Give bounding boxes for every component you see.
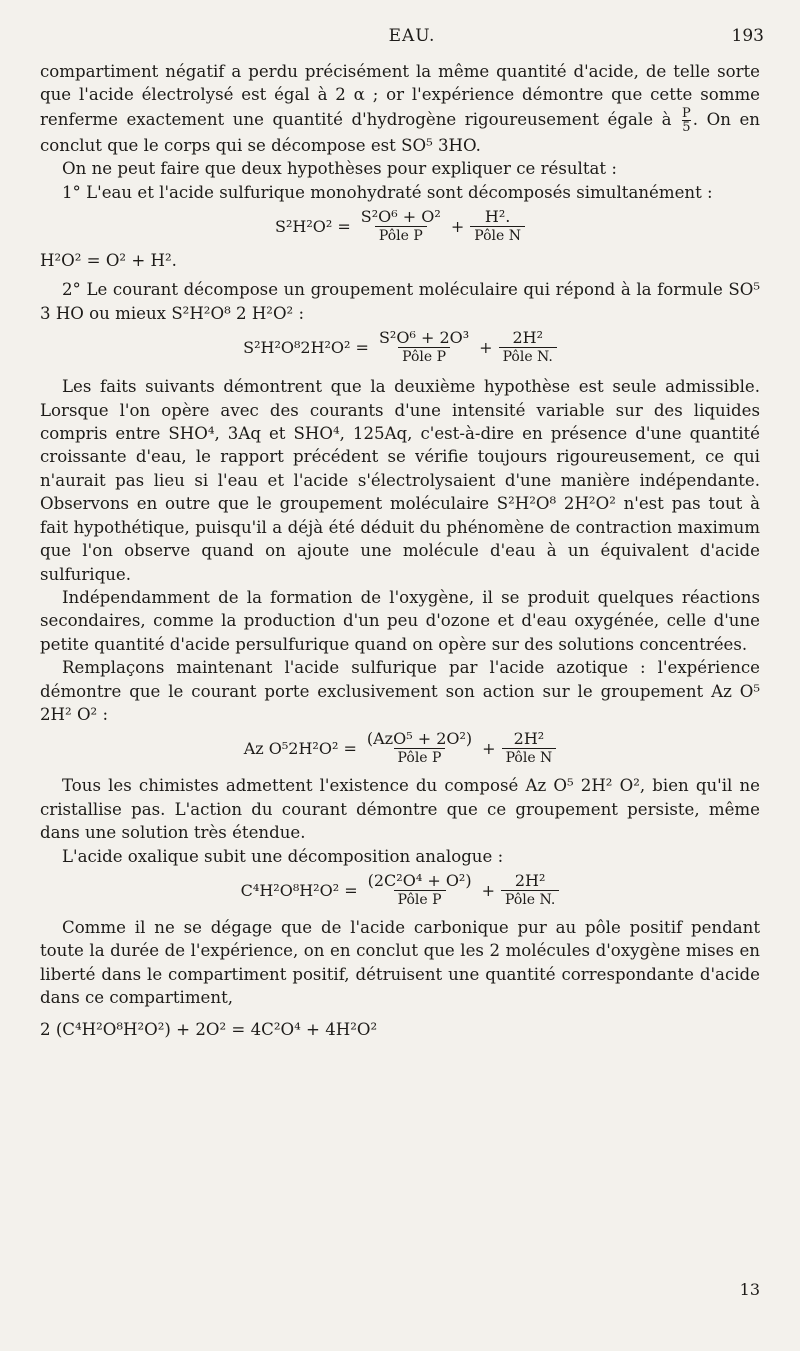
- equation-1-numerator-1: S²O⁶ + O²: [360, 207, 441, 227]
- equation-5-fraction-1: [364, 871, 476, 910]
- equation-3-numerator-2: 2H²: [512, 328, 543, 348]
- equation-3-denominator-1: Pôle P: [398, 347, 450, 367]
- equation-1-fraction-2: [470, 207, 525, 246]
- equation-1-plus: +: [450, 216, 465, 236]
- equation-4-numerator-1: (AzO⁵ + 2O²): [366, 729, 473, 749]
- signature-mark: 13: [739, 1280, 760, 1299]
- equation-3-fraction-1: [375, 328, 473, 367]
- equation-3-denominator-2: Pôle N.: [499, 347, 557, 367]
- paragraph-1: [40, 60, 760, 157]
- equation-3-numerator-1: S²O⁶ + 2O³: [378, 328, 470, 348]
- equation-1: [40, 207, 760, 246]
- paragraph-4: 2° Le courant décompose un groupement moléculaire qui répond à la formule SO⁵ 3 HO ou mieux S²H²O⁸ 2 H²O² :: [40, 280, 760, 323]
- equation-4-lhs: Az O⁵2H²O² =: [243, 739, 357, 759]
- equation-6: 2 (C⁴H²O⁸H²O²) + 2O² = 4C²O⁴ + 4H²O²: [40, 1019, 378, 1039]
- equation-4-numerator-2: 2H²: [513, 729, 545, 749]
- fraction-numerator: P: [682, 105, 691, 121]
- paragraph-3: 1° L'eau et l'acide sulfurique monohydraté sont décomposés simultanément :: [62, 182, 713, 202]
- paragraph-2: On ne peut faire que deux hypothèses pour expliquer ce résultat :: [62, 159, 617, 179]
- equation-5: [40, 871, 760, 910]
- fraction-p-over-5: [682, 107, 691, 134]
- paragraph-1-text-a: compartiment négatif a perdu précisément la même quantité d'acide, de telle sorte que l'acide électrolysé est égal à 2 α ; or l'expérience démontre que cette somme renferme exactement une quantité d'hydrogène rigoureusement égale à: [40, 62, 760, 129]
- equation-4-fraction-2: [502, 729, 557, 768]
- running-header: [60, 26, 764, 50]
- equation-4-denominator-1: Pôle P: [394, 748, 446, 768]
- equation-5-denominator-2: Pôle N.: [501, 890, 559, 910]
- equation-2: H²O² = O² + H².: [40, 251, 177, 271]
- equation-3-lhs: S²H²O⁸2H²O² =: [243, 338, 369, 358]
- equation-1-lhs: S²H²O² =: [275, 216, 351, 236]
- equation-1-denominator-1: Pôle P: [375, 226, 427, 246]
- paragraph-1-text-b: . On en conclut que le corps qui se décompose est SO⁵ 3HO.: [40, 109, 760, 155]
- equation-5-numerator-2: 2H²: [514, 870, 546, 890]
- body-text: [40, 60, 760, 1041]
- paragraph-10: Comme il ne se dégage que de l'acide carbonique pur au pôle positif pendant toute la durée de l'expérience, on en conclut que les 2 molécules d'oxygène mises en liberté dans le compartiment positif, détruisent une quantité correspondante d'acide dans ce compartiment,: [40, 917, 760, 1008]
- equation-4-plus: +: [482, 739, 496, 759]
- fraction-denominator: 5: [682, 119, 691, 135]
- equation-4-denominator-2: Pôle N: [502, 748, 557, 768]
- equation-5-lhs: C⁴H²O⁸H²O² =: [240, 880, 358, 900]
- equation-1-denominator-2: Pôle N: [470, 226, 525, 246]
- equation-5-plus: +: [481, 880, 495, 900]
- equation-5-denominator-1: Pôle P: [394, 890, 446, 910]
- paragraph-8: Tous les chimistes admettent l'existence du composé Az O⁵ 2H² O², bien qu'il ne cristallise pas. L'action du courant démontre que ce groupement persiste, même dans une solution très étendue.: [40, 776, 760, 843]
- page-number: 193: [731, 26, 764, 46]
- running-title: EAU.: [388, 26, 436, 46]
- equation-5-numerator-1: (2C²O⁴ + O²): [367, 870, 472, 890]
- paragraph-5: Les faits suivants démontrent que la deuxième hypothèse est seule admissible. Lorsque l'on opère avec des courants d'une intensité variable sur des liquides compris entre SHO⁴, 3Aq et SHO⁴, 125Aq, c'est-à-dire en présence d'une quantité croissante d'eau, le rapport précédent se vérifie toujours rigoureusement, ce qui n'aurait pas lieu si l'eau et l'acide s'électrolysaient d'une manière indépendante. Observons en outre que le groupement moléculaire S²H²O⁸ 2H²O² n'est pas tout à fait hypothétique, puisqu'il a déjà été déduit du phénomène de contraction maximum que l'on observe quand on ajoute une molécule d'eau à un équivalent d'acide sulfurique.: [40, 377, 760, 584]
- equation-1-fraction-1: [357, 207, 445, 246]
- equation-4: [40, 729, 760, 768]
- paragraph-9: L'acide oxalique subit une décomposition analogue :: [62, 846, 504, 866]
- equation-5-fraction-2: [501, 871, 559, 910]
- equation-3: [40, 328, 760, 367]
- paragraph-6: Indépendamment de la formation de l'oxygène, il se produit quelques réactions secondaires, comme la production d'un peu d'ozone et d'eau oxygénée, celle d'une petite quantité d'acide persulfurique quand on opère sur des solutions concentrées.: [40, 587, 760, 654]
- equation-3-plus: +: [479, 338, 493, 358]
- equation-4-fraction-1: [363, 729, 476, 768]
- paragraph-7: Remplaçons maintenant l'acide sulfurique par l'acide azotique : l'expérience démontre que le courant porte exclusivement son action sur le groupement Az O⁵ 2H² O² :: [40, 658, 760, 724]
- equation-1-numerator-2: H².: [484, 207, 511, 227]
- equation-3-fraction-2: [499, 328, 557, 367]
